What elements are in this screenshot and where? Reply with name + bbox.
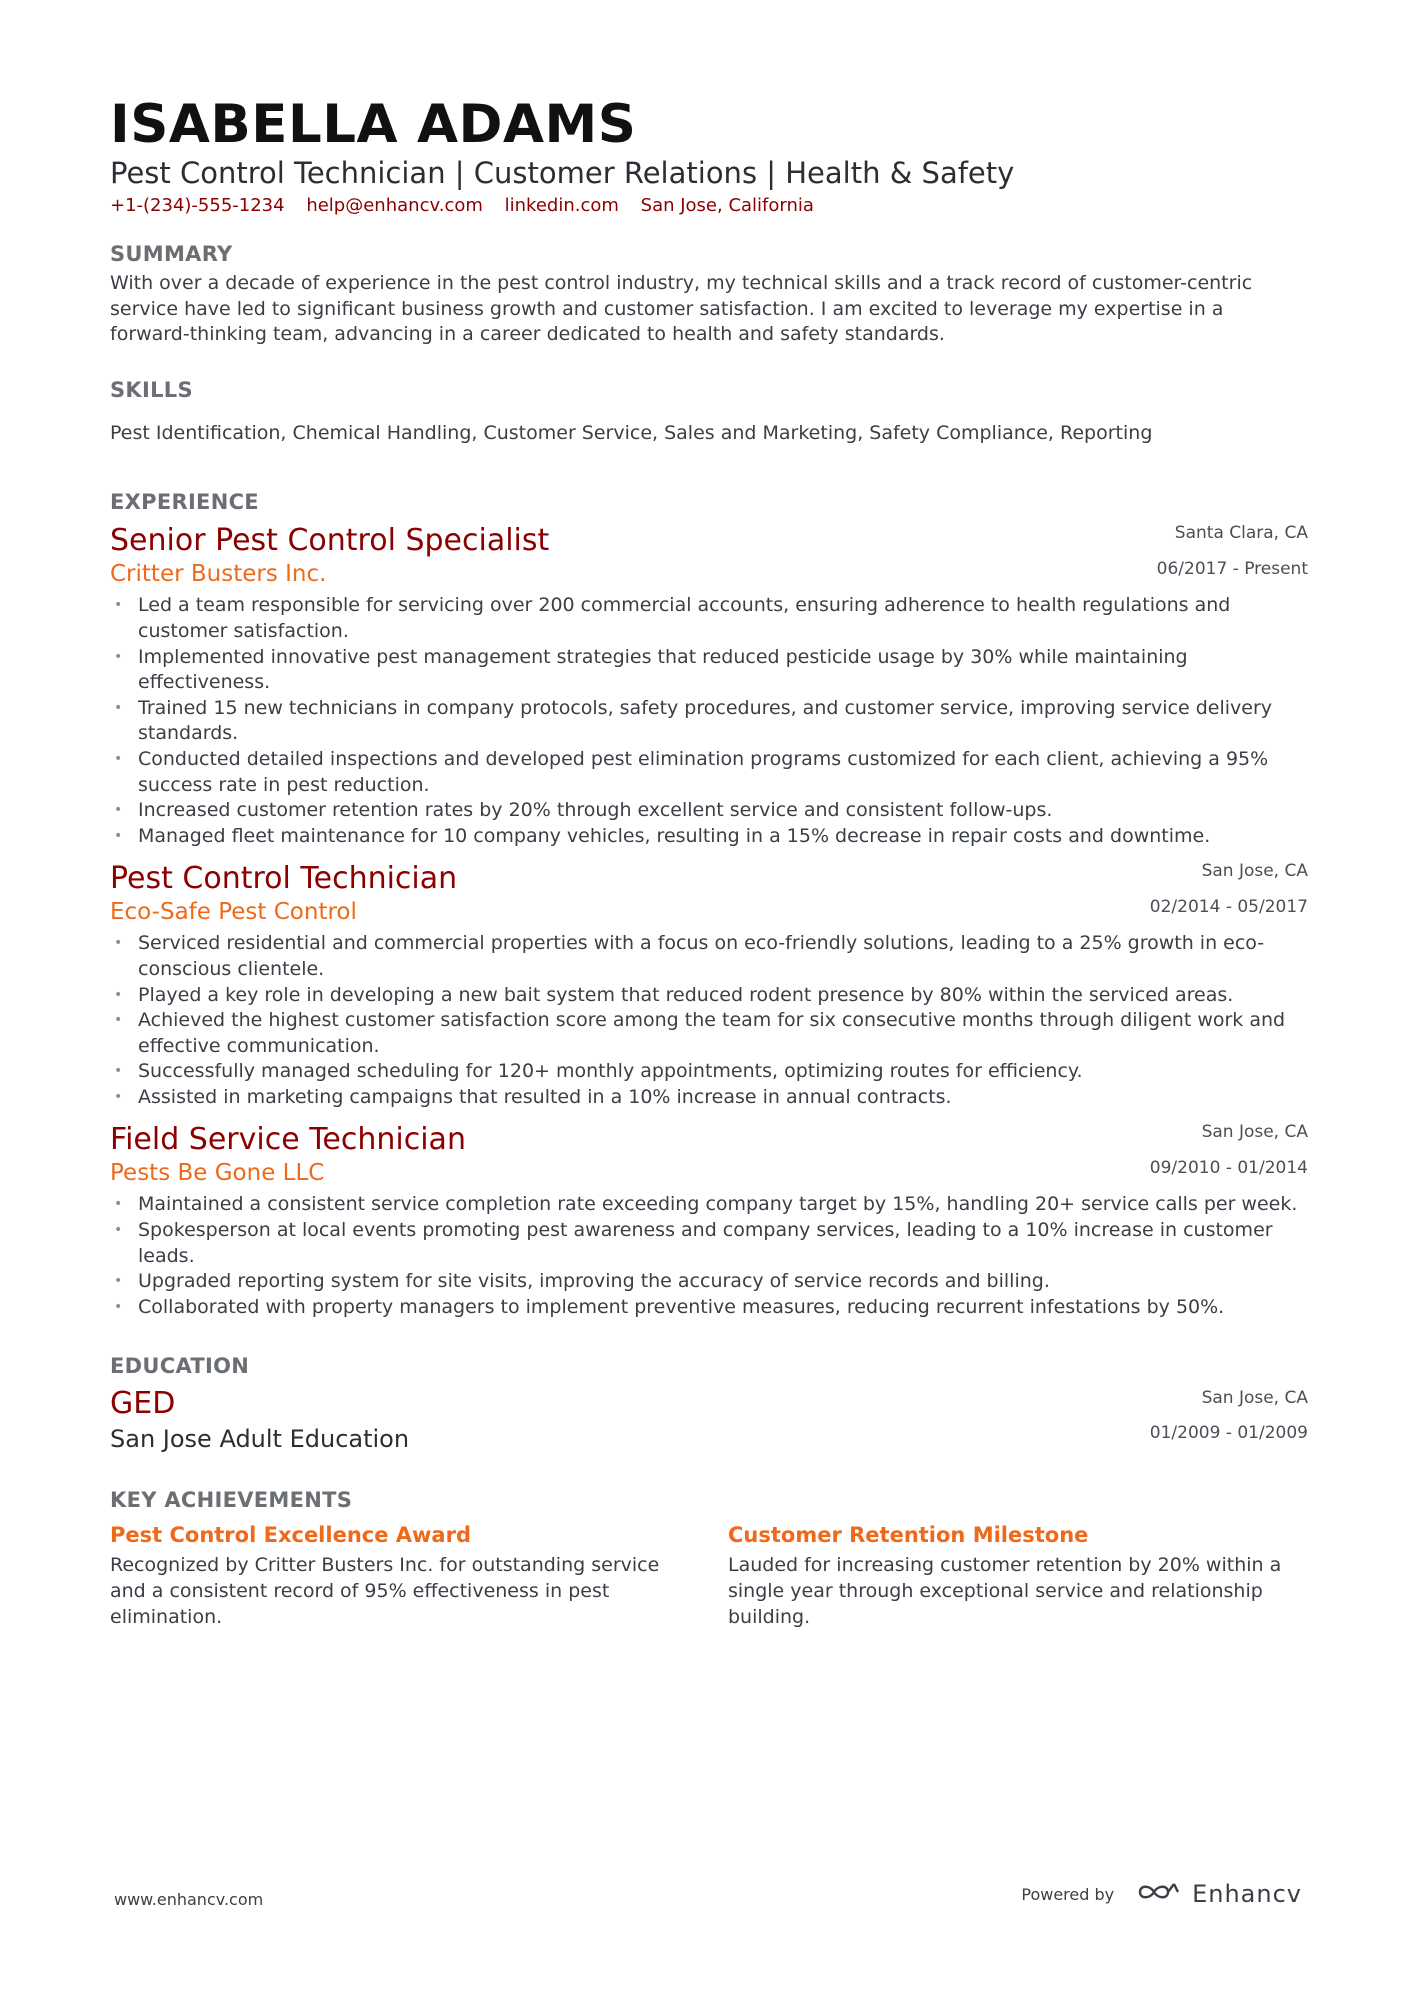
bullet-item: • Increased customer retention rates by 20% through excellent service and consistent follow-ups. (110, 798, 1308, 824)
experience-entry (110, 523, 1308, 849)
footer-website-link[interactable]: www.enhancv.com (114, 1890, 264, 1909)
job-bullets (110, 931, 1308, 1110)
section-title-experience: EXPERIENCE (110, 490, 259, 515)
bullet-item: • Led a team responsible for servicing over 200 commercial accounts, ensuring adherence to health regulations and customer satisfaction. (110, 593, 1308, 644)
section-title-skills: SKILLS (110, 377, 193, 402)
job-dates: 02/2014 - 05/2017 (1149, 897, 1308, 918)
job-title: Pest Control Technician (110, 861, 458, 897)
footer-branding[interactable] (1021, 1880, 1302, 1908)
bullet-item: • Upgraded reporting system for site visits, improving the accuracy of service records and billing. (110, 1269, 1308, 1295)
candidate-name: ISABELLA ADAMS (110, 94, 637, 155)
summary-text: With over a decade of experience in the pest control industry, my technical skills and a track record of customer-centric service have led to significant business growth and customer satisfaction. I am excited to leverage my expertise in a forward-thinking team, advancing in a career dedicated to health and safety standards. (110, 272, 1253, 346)
phone-link[interactable]: +1-(234)-555-1234 (110, 195, 285, 216)
experience-entry (110, 861, 1308, 1110)
headline: Pest Control Technician | Customer Relations | Health & Safety (110, 156, 1015, 190)
section-title-achievements: KEY ACHIEVEMENTS (110, 1488, 353, 1513)
bullet-item: • Successfully managed scheduling for 120+ monthly appointments, optimizing routes for efficiency. (110, 1059, 1308, 1085)
bullet-item: • Conducted detailed inspections and developed pest elimination programs customized for each client, achieving a 95% success rate in pest reduction. (110, 747, 1308, 798)
brand-name: Enhancv (1192, 1880, 1302, 1908)
achievement-item (728, 1520, 1298, 1630)
job-location: San Jose, CA (1201, 1122, 1308, 1143)
enhancv-logo-icon (1136, 1880, 1182, 1908)
job-bullets (110, 593, 1308, 849)
achievement-item (110, 1520, 680, 1630)
linkedin-link[interactable]: linkedin.com (504, 195, 619, 216)
email-link[interactable]: help@enhancv.com (306, 195, 483, 216)
bullet-item: • Managed fleet maintenance for 10 company vehicles, resulting in a 15% decrease in repair costs and downtime. (110, 824, 1308, 850)
job-dates: 09/2010 - 01/2014 (1149, 1158, 1308, 1179)
education-section (110, 1352, 1308, 1456)
company-name: Critter Busters Inc. (110, 561, 327, 588)
achievements-grid (110, 1520, 1308, 1630)
resume-page (110, 96, 1308, 1630)
achievements-section (110, 1486, 1308, 1630)
achievement-title: Pest Control Excellence Award (110, 1523, 471, 1548)
bullet-item: • Implemented innovative pest management strategies that reduced pesticide usage by 30% while maintaining effectiveness. (110, 645, 1308, 696)
experience-entry (110, 1122, 1308, 1320)
company-name: Eco-Safe Pest Control (110, 899, 357, 926)
bullet-item: • Achieved the highest customer satisfaction score among the team for six consecutive months through diligent work and effective communication. (110, 1008, 1308, 1059)
bullet-item: • Assisted in marketing campaigns that resulted in a 10% increase in annual contracts. (110, 1085, 1308, 1111)
location-text: San Jose, California (640, 195, 814, 216)
achievement-text: Recognized by Critter Busters Inc. for outstanding service and a consistent record of 95% effectiveness in pest elimination. (110, 1554, 660, 1628)
bullet-item: • Maintained a consistent service completion rate exceeding company target by 15%, handling 20+ service calls per week. (110, 1192, 1308, 1218)
job-location: Santa Clara, CA (1174, 523, 1308, 544)
skills-section (110, 376, 1308, 447)
company-name: Pests Be Gone LLC (110, 1160, 325, 1187)
powered-by-label: Powered by (1021, 1884, 1115, 1904)
degree-title: GED (110, 1386, 176, 1422)
contact-row (110, 194, 1308, 218)
bullet-item: • Collaborated with property managers to implement preventive measures, reducing recurrent infestations by 50%. (110, 1295, 1308, 1321)
bullet-item: • Spokesperson at local events promoting pest awareness and company services, leading to a 10% increase in customer leads. (110, 1218, 1308, 1269)
education-dates: 01/2009 - 01/2009 (1149, 1423, 1308, 1444)
job-title: Field Service Technician (110, 1122, 466, 1158)
education-location: San Jose, CA (1201, 1388, 1308, 1409)
job-dates: 06/2017 - Present (1156, 559, 1308, 580)
job-title: Senior Pest Control Specialist (110, 523, 550, 559)
school-name: San Jose Adult Education (110, 1425, 410, 1454)
achievement-title: Customer Retention Milestone (728, 1523, 1089, 1548)
section-title-education: EDUCATION (110, 1354, 250, 1379)
section-title-summary: SUMMARY (110, 242, 233, 266)
achievement-text: Lauded for increasing customer retention by 20% within a single year through exceptional service and relationship building. (728, 1554, 1282, 1628)
bullet-item: • Serviced residential and commercial properties with a focus on eco-friendly solutions, leading to a 25% growth in eco-conscious clientele. (110, 931, 1308, 982)
job-bullets (110, 1192, 1308, 1320)
job-location: San Jose, CA (1201, 861, 1308, 882)
bullet-item: • Trained 15 new technicians in company protocols, safety procedures, and customer service, improving service delivery standards. (110, 696, 1308, 747)
experience-section (110, 488, 1308, 1320)
summary-section (110, 240, 1308, 348)
education-entry (110, 1386, 1308, 1456)
bullet-item: • Played a key role in developing a new bait system that reduced rodent presence by 80% within the serviced areas. (110, 983, 1308, 1009)
skills-text: Pest Identification, Chemical Handling, Customer Service, Sales and Marketing, Safety Compliance, Reporting (110, 421, 1153, 444)
